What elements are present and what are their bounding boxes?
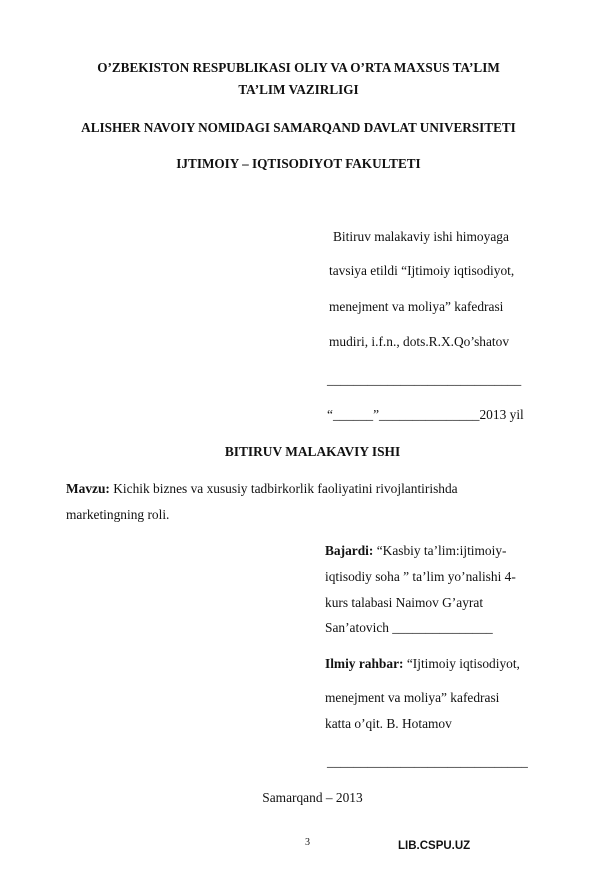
performer-line-1: [325, 543, 507, 559]
ministry-heading-line2: TA’LIM VAZIRLIGI: [238, 82, 359, 97]
university-heading: ALISHER NAVOIY NOMIDAGI SAMARQAND DAVLAT UNIVERSITETI: [81, 120, 516, 135]
watermark-logo: LIB.CSPU.UZ: [398, 840, 471, 852]
supervisor-line-3: katta o’qit. B. Hotamov: [325, 716, 452, 731]
topic-line-1: [66, 481, 458, 497]
performer-text-1: “Kasbiy ta’lim:ijtimoiy-: [373, 543, 507, 558]
approval-line-1: Bitiruv malakaviy ishi himoyaga: [333, 229, 509, 244]
approval-line-4: mudiri, i.f.n., dots.R.X.Qo’shatov: [329, 334, 510, 349]
document-title: BITIRUV MALAKAVIY ISHI: [224, 444, 401, 459]
faculty-heading: IJTIMOIY – IQTISODIYOT FAKULTETI: [176, 156, 421, 171]
performer-label: Bajardi:: [325, 543, 374, 558]
supervisor-label: Ilmiy rahbar:: [325, 656, 404, 671]
topic-line-2: marketingning roli.: [66, 507, 170, 522]
supervisor-line-1: [325, 656, 520, 672]
approval-signature-line: _____________________________: [327, 372, 522, 387]
page-number: 3: [305, 837, 310, 848]
topic-label: Mavzu:: [66, 481, 110, 496]
place-and-year: Samarqand – 2013: [262, 790, 363, 805]
approval-date-line: “______”_______________2013 yil: [327, 407, 524, 422]
topic-text-1: Kichik biznes va xususiy tadbirkorlik faoliyatini rivojlantirishda: [109, 481, 458, 496]
supervisor-line-2: menejment va moliya” kafedrasi: [325, 690, 500, 705]
performer-line-2: iqtisodiy soha ” ta’lim yo’nalishi 4-: [325, 569, 516, 584]
performer-line-3: kurs talabasi Naimov G’ayrat: [325, 595, 484, 610]
approval-line-3: menejment va moliya” kafedrasi: [329, 299, 504, 314]
ministry-heading-line1: O’ZBEKISTON RESPUBLIKASI OLIY VA O’RTA MAXSUS TA’LIM: [97, 60, 500, 75]
supervisor-signature-line: ______________________________: [327, 754, 528, 769]
supervisor-text-1: “Ijtimoiy iqtisodiyot,: [403, 656, 520, 671]
performer-line-4: San’atovich _______________: [325, 620, 493, 635]
approval-line-2: tavsiya etildi “Ijtimoiy iqtisodiyot,: [329, 263, 515, 278]
